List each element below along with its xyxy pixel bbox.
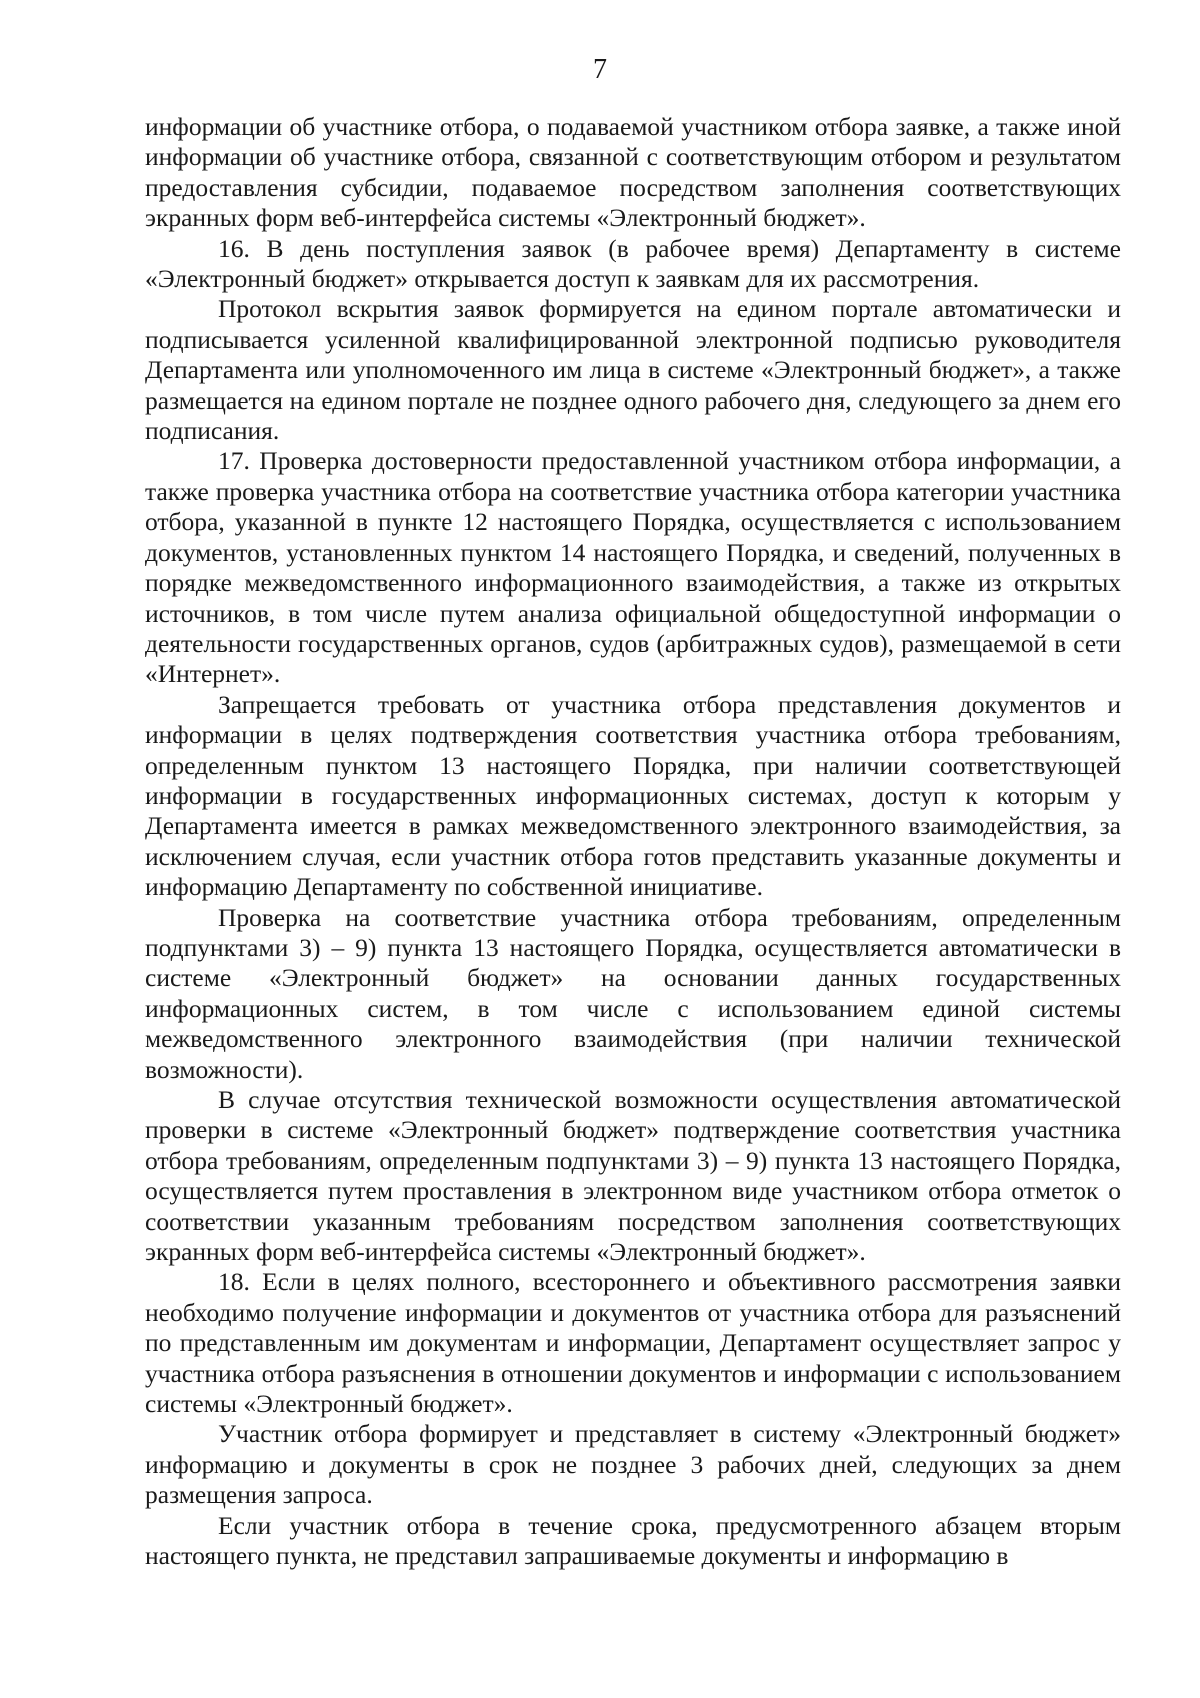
paragraph: Проверка на соответствие участника отбора требованиям, определенным подпунктами 3) – 9) пункта 13 настоящего Порядка, осуществляется автоматически в системе «Электронный бюджет» на основании данных государственных информационных систем, в том числе с использованием единой системы межведомственного электронного взаимодействия (при наличии технической возможности).	[145, 902, 1121, 1084]
paragraph: Протокол вскрытия заявок формируется на едином портале автоматически и подписывается усиленной квалифицированной электронной подписью руководителя Департамента или уполномоченного им лица в системе «Электронный бюджет», а также размещается на едином портале не позднее одного рабочего дня, следующего за днем его подписания.	[145, 294, 1121, 446]
paragraph: Запрещается требовать от участника отбора представления документов и информации в целях подтверждения соответствия участника отбора требованиям, определенным пунктом 13 настоящего Порядка, при наличии соответствующей информации в государственных информационных системах, доступ к которым у Департамента имеется в рамках межведомственного электронного взаимодействия, за исключением случая, если участник отбора готов представить указанные документы и информацию Департаменту по собственной инициативе.	[145, 689, 1121, 902]
paragraph: информации об участнике отбора, о подаваемой участником отбора заявке, а также иной информации об участнике отбора, связанной с соответствующим отбором и результатом предоставления субсидии, подаваемое посредством заполнения соответствующих экранных форм веб-интерфейса системы «Электронный бюджет».	[145, 112, 1121, 233]
paragraph: 16. В день поступления заявок (в рабочее время) Департаменту в системе «Электронный бюджет» открывается доступ к заявкам для их рассмотрения.	[145, 233, 1121, 294]
paragraph: Если участник отбора в течение срока, предусмотренного абзацем вторым настоящего пункта, не представил запрашиваемые документы и информацию в	[145, 1510, 1121, 1571]
page-number: 7	[593, 54, 607, 85]
paragraph: 18. Если в целях полного, всестороннего и объективного рассмотрения заявки необходимо получение информации и документов от участника отбора для разъяснений по представленным им документам и информации, Департамент осуществляет запрос у участника отбора разъяснения в отношении документов и информации с использованием системы «Электронный бюджет».	[145, 1267, 1121, 1419]
paragraph: 17. Проверка достоверности предоставленной участником отбора информации, а также проверка участника отбора на соответствие участника отбора категории участника отбора, указанной в пункте 12 настоящего Порядка, осуществляется с использованием документов, установленных пунктом 14 настоящего Порядка, и сведений, полученных в порядке межведомственного информационного взаимодействия, а также из открытых источников, в том числе путем анализа официальной общедоступной информации о деятельности государственных органов, судов (арбитражных судов), размещаемой в сети «Интернет».	[145, 446, 1121, 689]
body-text	[145, 112, 1121, 1572]
paragraph: В случае отсутствия технической возможности осуществления автоматической проверки в системе «Электронный бюджет» подтверждение соответствия участника отбора требованиям, определенным подпунктами 3) – 9) пункта 13 настоящего Порядка, осуществляется путем проставления в электронном виде участником отбора отметок о соответствии указанным требованиям посредством заполнения соответствующих экранных форм веб-интерфейса системы «Электронный бюджет».	[145, 1085, 1121, 1267]
paragraph: Участник отбора формирует и представляет в систему «Электронный бюджет» информацию и документы в срок не позднее 3 рабочих дней, следующих за днем размещения запроса.	[145, 1419, 1121, 1510]
